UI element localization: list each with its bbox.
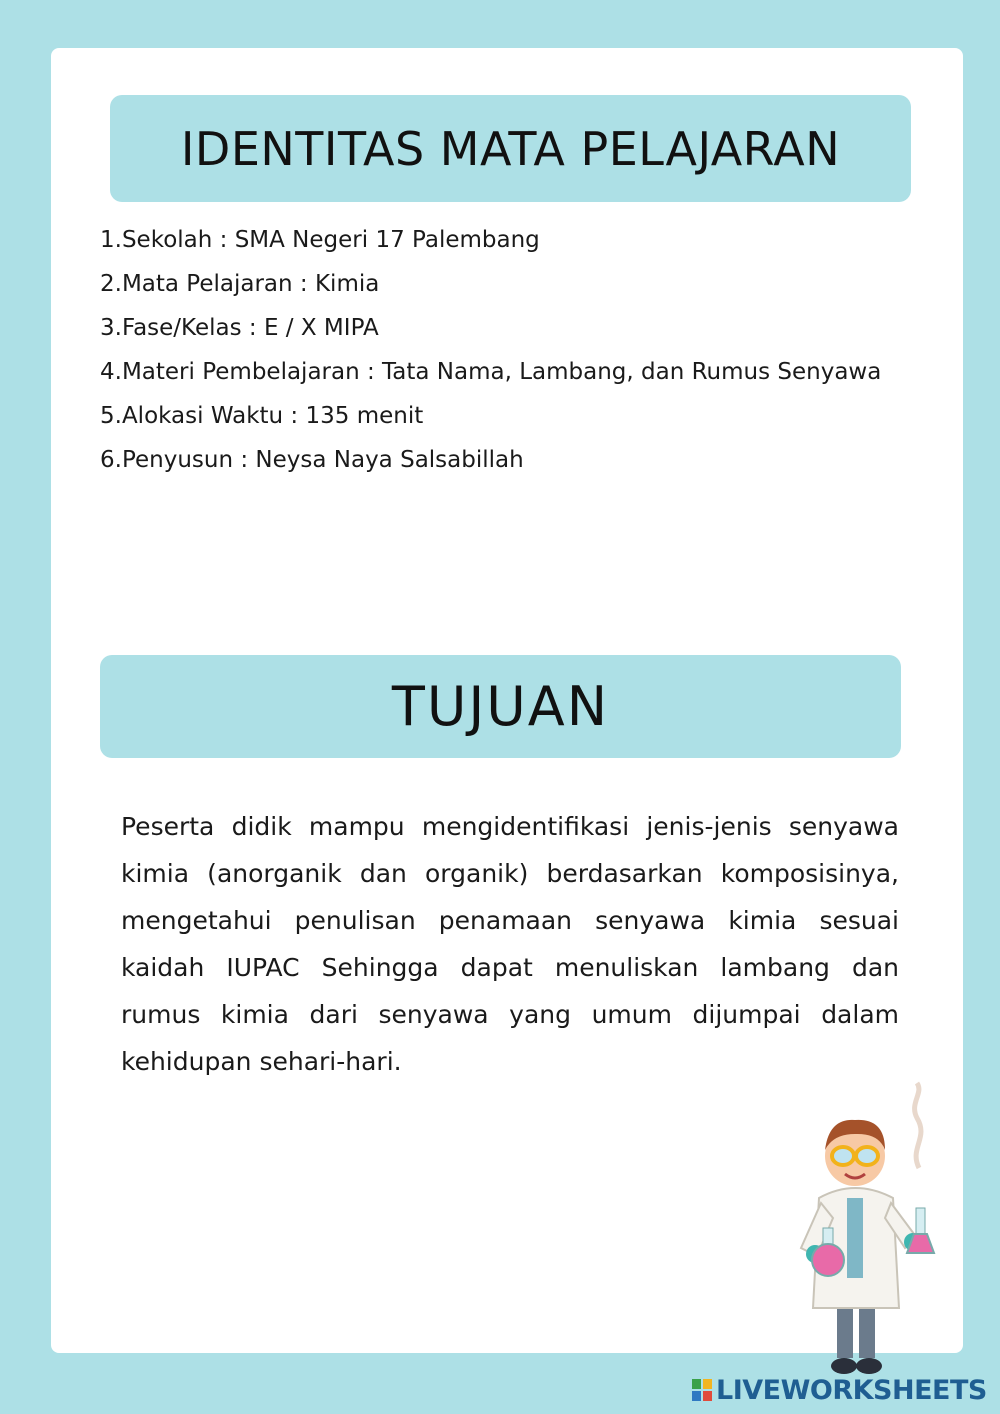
- goal-heading-banner: [100, 655, 901, 758]
- scientist-illustration-icon: [789, 1078, 939, 1378]
- identity-heading: IDENTITAS MATA PELAJARAN: [180, 121, 841, 176]
- identity-item-subject: 2.Mata Pelajaran : Kimia: [100, 271, 380, 297]
- identity-item-material: 4.Materi Pembelajaran : Tata Nama, Lambang, dan Rumus Senyawa: [100, 359, 882, 385]
- goal-heading: TUJUAN: [391, 675, 610, 738]
- liveworksheets-logo[interactable]: [692, 1375, 987, 1405]
- identity-list: [100, 218, 900, 482]
- content-card: [51, 48, 963, 1353]
- identity-item-phase: 3.Fase/Kelas : E / X MIPA: [100, 315, 379, 341]
- identity-item-author: 6.Penyusun : Neysa Naya Salsabillah: [100, 447, 524, 473]
- identity-item-school: 1.Sekolah : SMA Negeri 17 Palembang: [100, 227, 540, 253]
- identity-item-time: 5.Alokasi Waktu : 135 menit: [100, 403, 424, 429]
- logo-text: LIVEWORKSHEETS: [716, 1374, 987, 1406]
- liveworksheets-logo-icon: [692, 1379, 712, 1401]
- identity-heading-banner: [110, 95, 911, 202]
- goal-paragraph: Peserta didik mampu mengidentifikasi jenis-jenis senyawa kimia (anorganik dan organik) berdasarkan komposisinya, mengetahui penulisan penamaan senyawa kimia sesuai kaidah IUPAC Sehingga dapat menuliskan lambang dan rumus kimia dari senyawa yang umum dijumpai dalam kehidupan sehari-hari.: [121, 812, 899, 1076]
